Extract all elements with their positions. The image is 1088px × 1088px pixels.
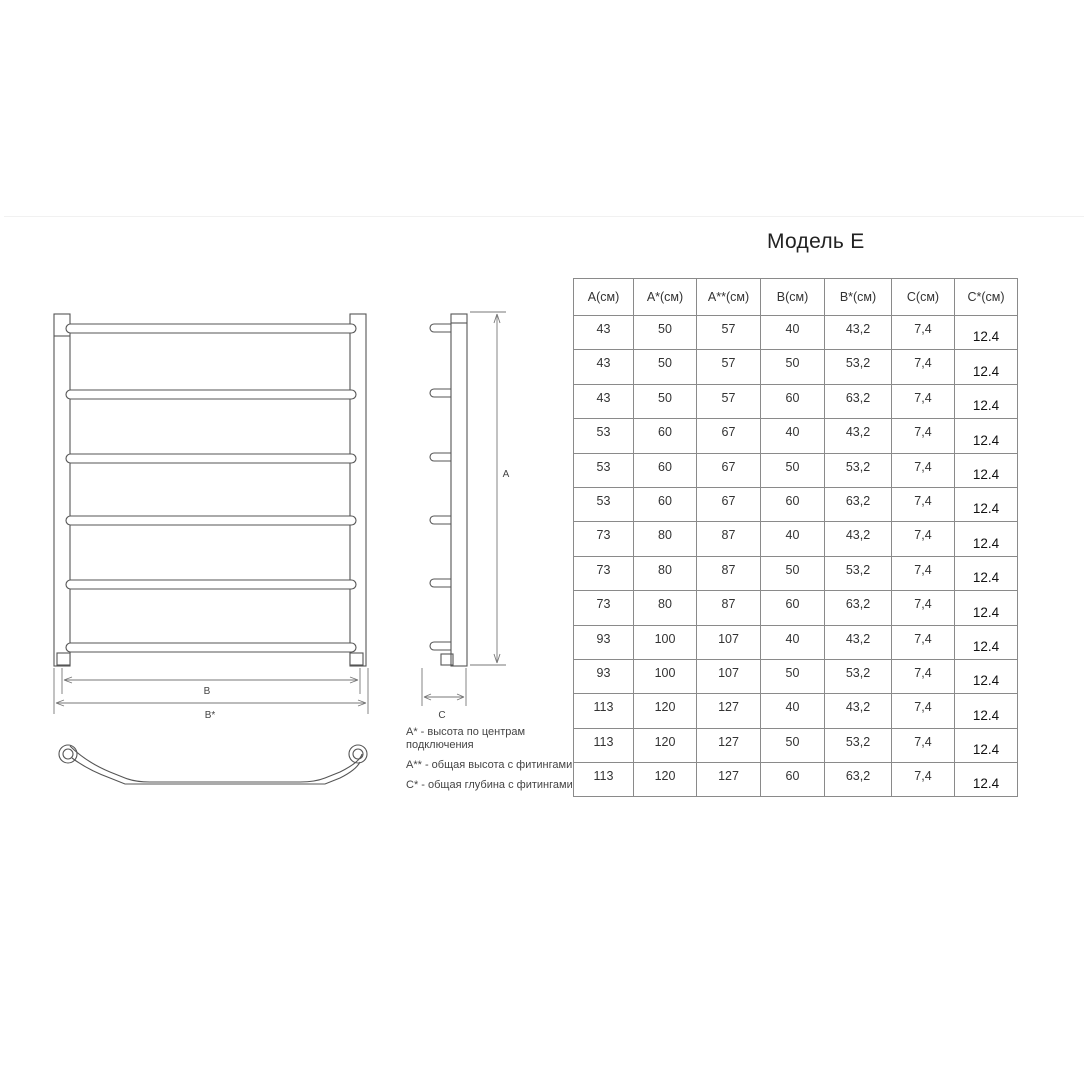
table-row (574, 728, 1018, 762)
table-cell: 53,2 (825, 556, 892, 590)
table-cell: 43,2 (825, 694, 892, 728)
table-cell: 87 (697, 591, 761, 625)
table-cell: 63,2 (825, 487, 892, 521)
table-cell: 53,2 (825, 350, 892, 384)
table-row (574, 487, 1018, 521)
rung (66, 390, 356, 399)
table-cell: 80 (634, 591, 697, 625)
header-c-star: C*(см) (955, 279, 1018, 316)
table-cell: 50 (761, 350, 825, 384)
table-cell: 43 (574, 316, 634, 350)
table-cell: 63,2 (825, 384, 892, 418)
table-cell: 43,2 (825, 522, 892, 556)
table-cell: 87 (697, 556, 761, 590)
table-cell: 7,4 (892, 694, 955, 728)
rung (66, 643, 356, 652)
rung (66, 324, 356, 333)
table-cell: 120 (634, 728, 697, 762)
table-cell: 67 (697, 419, 761, 453)
table-cell: 40 (761, 694, 825, 728)
table-row (574, 350, 1018, 384)
table-cell: 63,2 (825, 591, 892, 625)
fitting-left (59, 745, 77, 763)
dimension-b (62, 668, 360, 694)
table-cell: 60 (634, 453, 697, 487)
right-post (350, 314, 366, 666)
table-cell: 43 (574, 350, 634, 384)
table-cell: 73 (574, 591, 634, 625)
table-cell: 80 (634, 556, 697, 590)
table-cell: 60 (634, 487, 697, 521)
table-cell: 60 (761, 591, 825, 625)
table-cell: 7,4 (892, 763, 955, 797)
table-cell: 50 (634, 316, 697, 350)
table-cell: 7,4 (892, 453, 955, 487)
note-a-star: A* - высота по центрам подключения (406, 726, 526, 751)
table-cell: 100 (634, 625, 697, 659)
table-row (574, 591, 1018, 625)
rung (66, 516, 356, 525)
header-c: C(см) (892, 279, 955, 316)
table-cell: 50 (761, 453, 825, 487)
table-cell: 53 (574, 453, 634, 487)
dimension-c (422, 668, 466, 706)
table-cell: 100 (634, 659, 697, 693)
table-cell: 12.4 (955, 350, 1018, 384)
table-header-row (574, 279, 1018, 316)
table-cell: 12.4 (955, 384, 1018, 418)
table-cell: 87 (697, 522, 761, 556)
top-view (59, 745, 367, 784)
table-cell: 80 (634, 522, 697, 556)
table-row (574, 453, 1018, 487)
note-a-double-star: A** - общая высота с фитингами (406, 759, 573, 771)
table-cell: 12.4 (955, 728, 1018, 762)
label-b: B (203, 686, 211, 697)
model-title: Модель E (767, 230, 865, 253)
table-cell: 57 (697, 316, 761, 350)
table-cell: 107 (697, 625, 761, 659)
table-cell: 40 (761, 316, 825, 350)
table-cell: 120 (634, 694, 697, 728)
note-c-star: C* - общая глубина с фитингами (406, 779, 573, 791)
table-cell: 120 (634, 763, 697, 797)
table-cell: 7,4 (892, 625, 955, 659)
table-cell: 127 (697, 694, 761, 728)
label-b-star: B* (204, 710, 216, 721)
table-cell: 73 (574, 556, 634, 590)
header-a: A(см) (574, 279, 634, 316)
table-row (574, 384, 1018, 418)
table-cell: 12.4 (955, 487, 1018, 521)
header-a-star: A*(см) (634, 279, 697, 316)
label-a: A (502, 469, 510, 480)
dimension-b-star (54, 668, 368, 714)
front-view (54, 314, 366, 666)
table-cell: 63,2 (825, 763, 892, 797)
table-cell: 40 (761, 625, 825, 659)
table-cell: 53,2 (825, 728, 892, 762)
table-cell: 7,4 (892, 419, 955, 453)
rungs (66, 324, 356, 652)
label-c: C (438, 710, 446, 721)
table-cell: 12.4 (955, 694, 1018, 728)
table-cell: 127 (697, 763, 761, 797)
table-cell: 43,2 (825, 419, 892, 453)
rung (66, 454, 356, 463)
table-cell: 57 (697, 350, 761, 384)
table-cell: 73 (574, 522, 634, 556)
table-cell: 7,4 (892, 728, 955, 762)
table-cell: 7,4 (892, 384, 955, 418)
table-cell: 127 (697, 728, 761, 762)
side-rungs (430, 324, 451, 650)
dimension-a (470, 312, 506, 665)
table-cell: 12.4 (955, 591, 1018, 625)
table-cell: 12.4 (955, 453, 1018, 487)
table-cell: 40 (761, 522, 825, 556)
table-cell: 60 (634, 419, 697, 453)
table-row (574, 316, 1018, 350)
table-cell: 107 (697, 659, 761, 693)
table-row (574, 419, 1018, 453)
table-cell: 7,4 (892, 522, 955, 556)
side-view (430, 314, 467, 666)
table-cell: 53 (574, 419, 634, 453)
header-b-star: B*(см) (825, 279, 892, 316)
table-cell: 43,2 (825, 625, 892, 659)
table-cell: 12.4 (955, 659, 1018, 693)
table-cell: 50 (761, 728, 825, 762)
table-cell: 12.4 (955, 419, 1018, 453)
table-cell: 7,4 (892, 659, 955, 693)
table-cell: 40 (761, 419, 825, 453)
table-cell: 12.4 (955, 522, 1018, 556)
table-row (574, 625, 1018, 659)
table-cell: 93 (574, 625, 634, 659)
table-cell: 7,4 (892, 591, 955, 625)
table-row (574, 522, 1018, 556)
table-cell: 93 (574, 659, 634, 693)
table-cell: 57 (697, 384, 761, 418)
notes (406, 726, 576, 799)
table-cell: 113 (574, 694, 634, 728)
table-cell: 113 (574, 763, 634, 797)
rung (66, 580, 356, 589)
table-row (574, 556, 1018, 590)
table-cell: 7,4 (892, 350, 955, 384)
table-cell: 12.4 (955, 556, 1018, 590)
table-row (574, 659, 1018, 693)
header-a-double-star: A**(см) (697, 279, 761, 316)
side-post (451, 314, 467, 666)
table-cell: 53,2 (825, 453, 892, 487)
table-body (574, 316, 1018, 797)
table-cell: 60 (761, 487, 825, 521)
table-cell: 7,4 (892, 487, 955, 521)
table-cell: 12.4 (955, 763, 1018, 797)
table-cell: 43,2 (825, 316, 892, 350)
table-cell: 7,4 (892, 556, 955, 590)
table-cell: 60 (761, 384, 825, 418)
table-cell: 12.4 (955, 625, 1018, 659)
table-cell: 50 (634, 384, 697, 418)
table-cell: 53 (574, 487, 634, 521)
table-cell: 7,4 (892, 316, 955, 350)
table-cell: 12.4 (955, 316, 1018, 350)
table-row (574, 694, 1018, 728)
table-cell: 67 (697, 487, 761, 521)
table-cell: 50 (761, 659, 825, 693)
left-post (54, 314, 70, 666)
table-cell: 67 (697, 453, 761, 487)
table-cell: 113 (574, 728, 634, 762)
table-row (574, 763, 1018, 797)
header-b: B(см) (761, 279, 825, 316)
spec-table (573, 278, 1018, 797)
table-cell: 53,2 (825, 659, 892, 693)
table-cell: 60 (761, 763, 825, 797)
table-cell: 50 (761, 556, 825, 590)
table-cell: 43 (574, 384, 634, 418)
table-cell: 50 (634, 350, 697, 384)
